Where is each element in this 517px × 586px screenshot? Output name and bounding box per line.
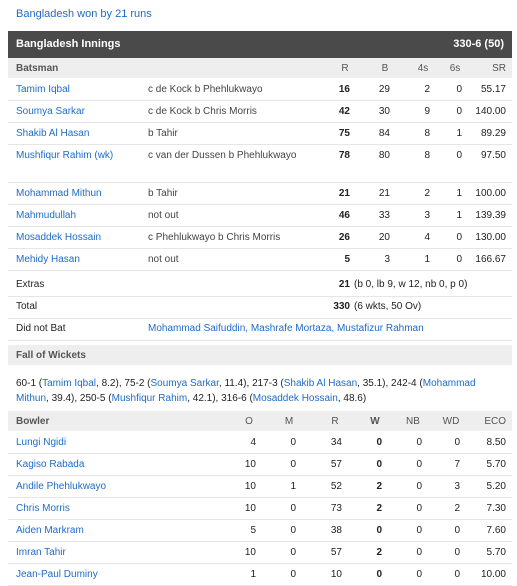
fow-score: 217-3 ( [252, 378, 284, 389]
no-balls: 0 [416, 437, 422, 448]
runs-conceded: 57 [330, 547, 342, 558]
strike-rate: 139.39 [475, 210, 506, 221]
economy: 5.70 [486, 459, 506, 470]
runs-conceded: 38 [330, 525, 342, 536]
fours: 2 [424, 188, 430, 199]
bowler-name[interactable]: Kagiso Rabada [16, 459, 85, 470]
col-eco: ECO [484, 416, 506, 427]
dismissal: c de Kock b Phehlukwayo [148, 84, 263, 95]
fours: 3 [424, 210, 430, 221]
batsman-row [8, 122, 512, 145]
fow-player-link[interactable]: Soumya Sarkar [150, 378, 219, 389]
no-balls: 0 [416, 525, 422, 536]
batsman-row [8, 78, 512, 101]
economy: 5.70 [486, 547, 506, 558]
col-r: R [341, 63, 349, 74]
batsman-name[interactable]: Shakib Al Hasan [16, 128, 90, 139]
col-bowler: Bowler [16, 416, 50, 427]
batsman-name[interactable]: Mushfiqur Rahim (wk) [16, 150, 114, 161]
innings-header [8, 31, 512, 58]
sixes: 1 [456, 188, 462, 199]
wides: 0 [454, 437, 460, 448]
bowler-row [8, 563, 512, 586]
balls: 30 [378, 106, 390, 117]
col-4s: 4s [417, 63, 429, 74]
sixes: 1 [456, 210, 462, 221]
runs: 46 [338, 210, 350, 221]
balls: 21 [378, 188, 390, 199]
strike-rate: 55.17 [480, 84, 506, 95]
did-not-bat-label: Did not Bat [16, 323, 66, 334]
fow-over: , 35.1), [357, 378, 392, 389]
no-balls: 0 [416, 459, 422, 470]
maidens: 0 [290, 459, 296, 470]
wides: 3 [454, 481, 460, 492]
overs: 10 [244, 547, 256, 558]
sixes: 0 [456, 84, 462, 95]
bowler-name[interactable]: Imran Tahir [16, 547, 66, 558]
balls: 20 [378, 232, 390, 243]
sixes: 0 [456, 254, 462, 265]
runs-conceded: 10 [330, 569, 342, 580]
batsman-name[interactable]: Mahmudullah [16, 210, 77, 221]
strike-rate: 140.00 [475, 106, 506, 117]
fow-player-link[interactable]: Mohammad Mithun [16, 378, 476, 404]
col-6s: 6s [449, 63, 461, 74]
batsman-row [8, 100, 512, 123]
fow-player-link[interactable]: Shakib Al Hasan [283, 378, 358, 389]
extras-value: 21 [338, 279, 350, 290]
bowler-name[interactable]: Aiden Markram [16, 525, 84, 536]
fours: 8 [424, 150, 430, 161]
strike-rate: 97.50 [480, 150, 506, 161]
did-not-bat-players[interactable]: Mohammad Saifuddin, Mashrafe Mortaza, Mustafizur Rahman [148, 323, 424, 334]
match-result-link[interactable]: Bangladesh won by 21 runs [16, 8, 152, 20]
did-not-bat-row [8, 318, 512, 341]
batsman-name[interactable]: Mehidy Hasan [16, 254, 80, 265]
balls: 33 [378, 210, 390, 221]
bowler-name[interactable]: Chris Morris [16, 503, 70, 514]
fall-of-wickets-text [16, 376, 506, 406]
wides: 0 [454, 547, 460, 558]
wickets: 0 [376, 437, 382, 448]
innings-score: 330-6 (50) [453, 38, 504, 50]
overs: 4 [250, 437, 256, 448]
sixes: 0 [456, 106, 462, 117]
runs-conceded: 57 [330, 459, 342, 470]
no-balls: 0 [416, 481, 422, 492]
wickets: 2 [376, 481, 382, 492]
runs-conceded: 52 [330, 481, 342, 492]
bowling-header-row [8, 411, 512, 431]
extras-row [8, 274, 512, 297]
fow-score: 242-4 ( [391, 378, 423, 389]
fours: 1 [424, 254, 430, 265]
overs: 10 [244, 481, 256, 492]
wickets: 0 [376, 525, 382, 536]
fow-over: , 48.6) [337, 393, 367, 404]
runs: 75 [338, 128, 350, 139]
dismissal: c Phehlukwayo b Chris Morris [148, 232, 281, 243]
maidens: 0 [290, 547, 296, 558]
no-balls: 0 [416, 547, 422, 558]
wickets: 0 [376, 459, 382, 470]
fours: 4 [424, 232, 430, 243]
fow-player-link[interactable]: Mosaddek Hossain [252, 393, 338, 404]
batsman-row [8, 248, 512, 271]
economy: 10.00 [480, 569, 506, 580]
wickets: 0 [376, 569, 382, 580]
bowler-name[interactable]: Jean-Paul Duminy [16, 569, 98, 580]
wides: 0 [454, 525, 460, 536]
col-m: M [284, 416, 294, 427]
strike-rate: 166.67 [475, 254, 506, 265]
fow-score: 60-1 ( [16, 378, 43, 389]
no-balls: 0 [416, 503, 422, 514]
col-w: W [370, 416, 380, 427]
strike-rate: 130.00 [475, 232, 506, 243]
fow-over: , 42.1), [187, 393, 222, 404]
no-balls: 0 [416, 569, 422, 580]
batsman-row [8, 182, 512, 205]
wickets: 2 [376, 547, 382, 558]
balls: 3 [384, 254, 390, 265]
sixes: 0 [456, 232, 462, 243]
wides: 0 [454, 569, 460, 580]
wickets: 2 [376, 503, 382, 514]
col-b: B [381, 63, 389, 74]
fours: 8 [424, 128, 430, 139]
bowler-row [8, 453, 512, 476]
fow-over: , 8.2), [96, 378, 125, 389]
batsman-row [8, 204, 512, 227]
dismissal: b Tahir [148, 128, 178, 139]
runs: 21 [338, 188, 350, 199]
wides: 7 [454, 459, 460, 470]
col-nb: NB [406, 416, 420, 427]
overs: 5 [250, 525, 256, 536]
batsman-name[interactable]: Mosaddek Hossain [16, 232, 102, 243]
fow-score: 75-2 ( [124, 378, 151, 389]
col-bowl-r: R [331, 416, 339, 427]
fow-score: 316-6 ( [221, 393, 253, 404]
fow-score: 250-5 ( [79, 393, 112, 404]
runs: 26 [338, 232, 350, 243]
batsman-row [8, 226, 512, 249]
fow-over: , 11.4), [218, 378, 253, 389]
overs: 1 [250, 569, 256, 580]
dismissal: not out [148, 210, 179, 221]
economy: 8.50 [486, 437, 506, 448]
economy: 7.30 [486, 503, 506, 514]
col-o: O [245, 416, 253, 427]
bowler-row [8, 519, 512, 542]
batting-header-row [8, 58, 512, 78]
col-batsman: Batsman [16, 63, 59, 74]
balls: 29 [378, 84, 390, 95]
runs-conceded: 73 [330, 503, 342, 514]
innings-title: Bangladesh Innings [16, 38, 121, 50]
economy: 5.20 [486, 481, 506, 492]
fours: 2 [424, 84, 430, 95]
fow-header [8, 345, 512, 365]
dismissal: c van der Dussen b Phehlukwayo [148, 150, 297, 161]
fow-over: , 39.4), [46, 393, 80, 404]
runs-conceded: 34 [330, 437, 342, 448]
balls: 84 [378, 128, 390, 139]
bowler-row [8, 431, 512, 454]
overs: 10 [244, 503, 256, 514]
col-wd: WD [442, 416, 460, 427]
batsman-row [8, 144, 512, 183]
maidens: 0 [290, 437, 296, 448]
bowler-name[interactable]: Lungi Ngidi [16, 437, 67, 448]
economy: 7.60 [486, 525, 506, 536]
runs: 78 [338, 150, 350, 161]
dismissal: c de Kock b Chris Morris [148, 106, 257, 117]
batsman-name[interactable]: Mohammad Mithun [16, 188, 102, 199]
overs: 10 [244, 459, 256, 470]
dismissal: b Tahir [148, 188, 178, 199]
wides: 2 [454, 503, 460, 514]
bowler-row [8, 497, 512, 520]
fours: 9 [424, 106, 430, 117]
total-detail: (6 wkts, 50 Ov) [354, 301, 422, 312]
runs: 42 [338, 106, 350, 117]
bowler-row [8, 541, 512, 564]
total-label: Total [16, 301, 38, 312]
total-row [8, 296, 512, 319]
batsman-name[interactable]: Soumya Sarkar [16, 106, 85, 117]
extras-label: Extras [16, 279, 45, 290]
batsman-name[interactable]: Tamim Iqbal [16, 84, 70, 95]
col-sr: SR [492, 63, 506, 74]
maidens: 0 [290, 569, 296, 580]
runs: 5 [344, 254, 350, 265]
fow-title: Fall of Wickets [16, 350, 86, 361]
maidens: 1 [290, 481, 296, 492]
total-value: 330 [333, 301, 350, 312]
balls: 80 [378, 150, 390, 161]
strike-rate: 89.29 [480, 128, 506, 139]
runs: 16 [338, 84, 350, 95]
maidens: 0 [290, 503, 296, 514]
fow-player-link[interactable]: Mushfiqur Rahim [111, 393, 188, 404]
fow-player-link[interactable]: Tamim Iqbal [42, 378, 97, 389]
dismissal: not out [148, 254, 179, 265]
bowler-row [8, 475, 512, 498]
bowler-name[interactable]: Andile Phehlukwayo [16, 481, 107, 492]
maidens: 0 [290, 525, 296, 536]
extras-detail: (b 0, lb 9, w 12, nb 0, p 0) [354, 279, 468, 290]
sixes: 1 [456, 128, 462, 139]
strike-rate: 100.00 [475, 188, 506, 199]
sixes: 0 [456, 150, 462, 161]
